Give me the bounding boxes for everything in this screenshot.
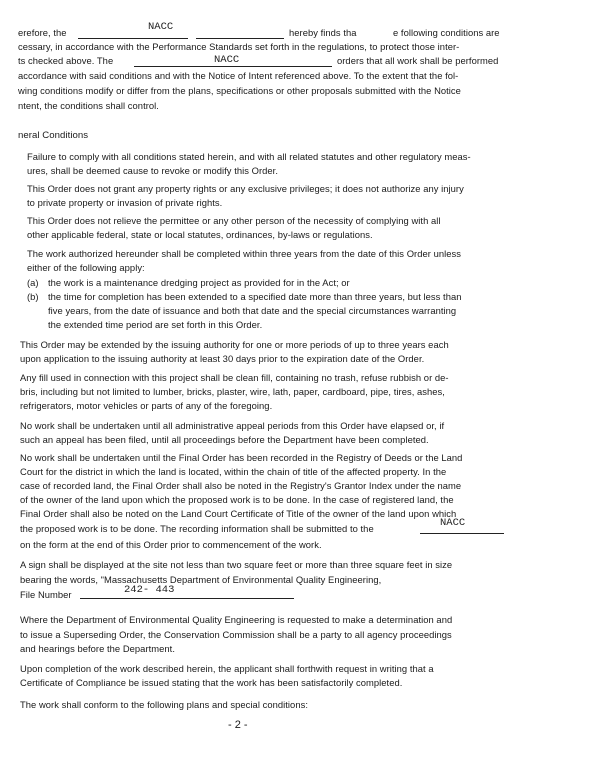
condition-line: ures, shall be deemed cause to revoke or modify this Order.: [27, 165, 278, 176]
handwritten-nacc-2: NACC: [214, 54, 240, 66]
condition-line: the work is a maintenance dredging project as provided for in the Act; or: [48, 277, 350, 288]
condition-line: either of the following apply:: [27, 262, 145, 273]
condition-line: No work shall be undertaken until all administrative appeal periods from this Order have elapsed or, if: [20, 420, 445, 431]
condition-line: The work authorized hereunder shall be completed within three years from the date of this Order unless: [27, 248, 461, 259]
condition-line: the extended time period are set forth in this Order.: [48, 319, 263, 330]
condition-line: This Order does not relieve the permittee or any other person of the necessity of complying with all: [27, 215, 441, 226]
condition-line: to issue a Superseding Order, the Conservation Commission shall be a party to all agency proceedings: [20, 629, 452, 640]
list-marker: (b): [27, 291, 39, 302]
intro-line-5: wing conditions modify or differ from the plans, specifications or other proposals submitted with the Notice: [18, 85, 461, 96]
condition-line: This Order does not grant any property rights or any exclusive privileges; it does not authorize any injury: [27, 183, 464, 194]
condition-line: Upon completion of the work described herein, the applicant shall forthwith request in writing that a: [20, 663, 434, 674]
blank-underline: [420, 533, 504, 534]
handwritten-file-number: 242- 443: [124, 584, 175, 596]
intro-line-1a: erefore, the: [18, 27, 67, 38]
condition-line: The work shall conform to the following plans and special conditions:: [20, 699, 308, 710]
condition-line: A sign shall be displayed at the site not less than two square feet or more than three square feet in size: [20, 559, 453, 570]
condition-line: refrigerators, motor vehicles or parts of any of the foregoing.: [20, 400, 273, 411]
handwritten-nacc-1: NACC: [148, 21, 174, 33]
condition-line: of the owner of the land upon which the proposed work is to be done. In the case of registered land, the: [20, 494, 454, 505]
condition-line: the proposed work is to be done. The recording information shall be submitted to the: [20, 523, 374, 534]
condition-line: the time for completion has been extended to a specified date more than three years, but less than: [48, 291, 462, 302]
blank-underline: [134, 66, 332, 67]
file-number-label: File Number: [20, 589, 72, 600]
intro-line-3b: orders that all work shall be performed: [337, 55, 499, 66]
condition-line: on the form at the end of this Order prior to commencement of the work.: [20, 539, 322, 550]
handwritten-nacc-3: NACC: [440, 517, 466, 529]
condition-line: other applicable federal, state or local statutes, ordinances, by-laws or regulations.: [27, 229, 373, 240]
list-marker: (a): [27, 277, 39, 288]
blank-underline: [196, 38, 284, 39]
intro-line-3a: ts checked above. The: [18, 55, 114, 66]
condition-line: Any fill used in connection with this project shall be clean fill, containing no trash, refuse rubbish or de-: [20, 372, 449, 383]
condition-line: case of recorded land, the Final Order shall also be noted in the Registry's Grantor Index under the name: [20, 480, 462, 491]
condition-line: No work shall be undertaken until the Final Order has been recorded in the Registry of Deeds or the Land: [20, 452, 463, 463]
intro-line-1c: e following conditions are: [393, 27, 500, 38]
condition-line: five years, from the date of issuance and both that date and the special circumstances warranting: [48, 305, 457, 316]
condition-line: This Order may be extended by the issuing authority for one or more periods of up to three years each: [20, 339, 449, 350]
section-heading: neral Conditions: [18, 130, 89, 141]
intro-line-4: accordance with said conditions and with the Notice of Intent referenced above. To the extent that the fol-: [18, 70, 459, 81]
intro-line-2: cessary, in accordance with the Performance Standards set forth in the regulations, to protect those inter-: [18, 41, 460, 52]
condition-line: to private property or invasion of private rights.: [27, 197, 223, 208]
condition-line: Final Order shall also be noted on the Land Court Certificate of Title of the owner of the land upon which: [20, 508, 457, 519]
blank-underline: [80, 598, 294, 599]
condition-line: Court for the district in which the land is located, within the chain of title of the affected property. In the: [20, 466, 447, 477]
blank-underline: [78, 38, 188, 39]
intro-line-1b: hereby finds tha: [289, 27, 357, 38]
condition-line: Certificate of Compliance be issued stating that the work has been satisfactorily completed.: [20, 677, 403, 688]
condition-line: upon application to the issuing authority at least 30 days prior to the expiration date of the Order.: [20, 353, 425, 364]
condition-line: bearing the words, "Massachusetts Department of Environmental Quality Engineering,: [20, 574, 382, 585]
intro-line-6: ntent, the conditions shall control.: [18, 100, 159, 111]
page-number: - 2 -: [228, 719, 248, 731]
condition-line: and hearings before the Department.: [20, 643, 175, 654]
condition-line: bris, including but not limited to lumber, bricks, plaster, wire, lath, paper, cardboard, pipe, tires, ashes,: [20, 386, 445, 397]
condition-line: such an appeal has been filed, until all proceedings before the Department have been completed.: [20, 434, 429, 445]
condition-line: Where the Department of Environmental Quality Engineering is requested to make a determination and: [20, 614, 453, 625]
condition-line: Failure to comply with all conditions stated herein, and with all related statutes and other regulatory meas-: [27, 151, 471, 162]
